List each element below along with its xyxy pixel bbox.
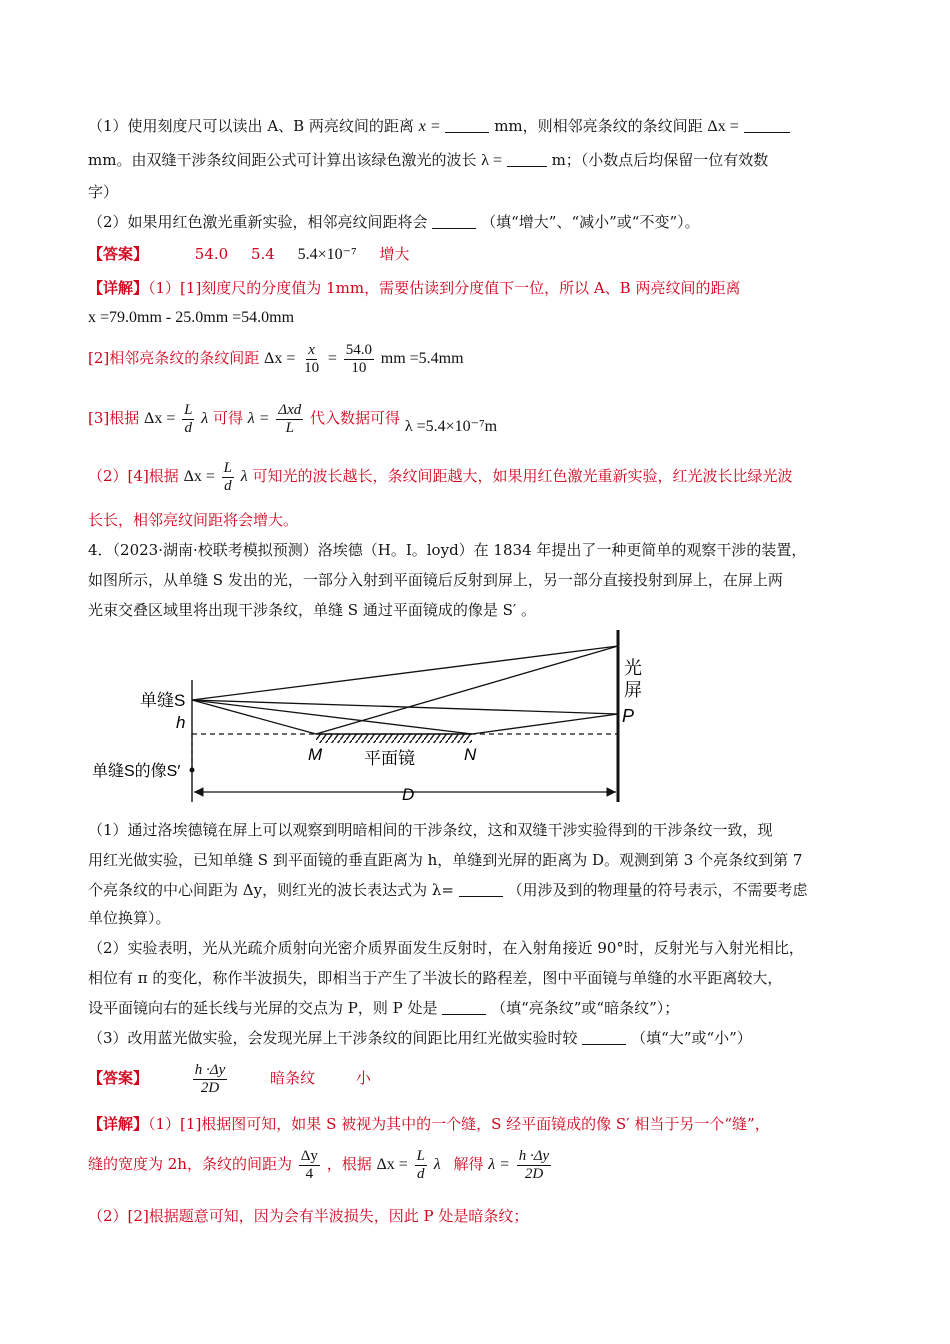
label-slit: 单缝S [140, 691, 186, 710]
answer-blank[interactable] [445, 116, 489, 133]
ray-to-M [192, 700, 316, 734]
q4-part1-line3: 个亮条纹的中心间距为 Δy，则红光的波长表达式为 λ= （用涉及到的物理量的符号表示，不需要考虑 [88, 881, 808, 899]
q4-part2-line3: 设平面镜向右的延长线与光屏的交点为 P，则 P 处是 （填“亮条纹”或“暗条纹”）； [88, 999, 680, 1017]
q3-part2: （2）如果用红色激光重新实验，相邻亮纹间距将会 （填“增大”、“减小”或“不变”）。 [88, 213, 700, 231]
q3-detail-4: （2）[4]根据 Δx = $\frac{L}{d}$ λ 可知光的波长越长，条纹间距越大，如果用红色激光重新实验，红光波长比绿光波 [88, 459, 793, 494]
q4-stem-line2: 如图所示，从单缝 S 发出的光，一部分入射到平面镜后反射到屏上，另一部分直接投射到屏上，在屏上两 [88, 571, 783, 589]
ray-top [192, 646, 618, 700]
answer-blank[interactable] [507, 150, 547, 167]
q4-detail-2: 缝的宽度为 2h，条纹的间距为 $\frac{\Delta y}{4}$ ，根据 Δx = $\frac{L}{d}$ λ 解得 λ = $\frac{h \cdot\Delta y}{2D}$ [88, 1147, 550, 1182]
svg-text:N: N [464, 745, 477, 764]
answer-blank[interactable] [442, 998, 486, 1015]
q4-part1-line1: （1）通过洛埃德镜在屏上可以观察到明暗相间的干涉条纹，这和双缝干涉实验得到的干涉条纹一致，现 [88, 821, 773, 839]
q4-part2-line2: 相位有 π 的变化，称作半波损失，即相当于产生了半波长的路程差，图中平面镜与单缝的水平距离较大， [88, 969, 783, 987]
q4-answer: 【答案】 $\frac{h \cdot\Delta y}{2D}$ 暗条纹 小 [88, 1061, 371, 1096]
q4-stem-line1: 4．（2023·湖南·校联考模拟预测）洛埃德（H。I。loyd）在 1834 年提出了一种更简单的观察干涉的装置， [88, 541, 807, 559]
q4-detail-1: 【详解】（1）[1]根据图可知，如果 S 被视为其中的一个缝，S 经平面镜成的像 S′ 相当于另一个“缝”， [88, 1115, 770, 1133]
label-image: 单缝S的像S′ [92, 763, 181, 780]
q4-part3: （3）改用蓝光做实验，会发现光屏上干涉条纹的间距比用红光做实验时较 （填“大”或“小”） [88, 1029, 752, 1047]
q4-detail-3: （2）[2]根据题意可知，因为会有半波损失，因此 P 处是暗条纹； [88, 1207, 529, 1225]
q4-stem-line3: 光束交叠区域里将出现干涉条纹，单缝 S 通过平面镜成的像是 S′ 。 [88, 601, 537, 619]
q3-part1-line1: （1）使用刻度尺可以读出 A、B 两亮纹间的距离 x = mm，则相邻亮条纹的条纹间距 Δx = [88, 114, 790, 139]
q3-answer: 【答案】 54.0 5.4 5.4×10⁻⁷ 增大 [88, 245, 410, 263]
answer-blank[interactable] [744, 116, 790, 133]
q4-part2-line1: （2）实验表明，光从光疏介质射向光密介质界面发生反射时，在入射角接近 90°时，反射光与入射光相比， [88, 939, 804, 957]
svg-text:h: h [176, 713, 186, 732]
q3-detail-2: [2]相邻亮条纹的条纹间距 Δx = $\frac{x}{10}$ = $\frac{54.0}{10}$ mm =5.4mm [88, 341, 464, 376]
q3-part1-line3: 字） [88, 183, 119, 201]
answer-blank[interactable] [582, 1028, 626, 1045]
svg-text:光: 光 [624, 658, 642, 678]
mirror-hatch [316, 734, 472, 743]
image-point [190, 768, 195, 773]
svg-text:平面镜: 平面镜 [364, 749, 415, 768]
q3-detail-5: 长长，相邻亮纹间距将会增大。 [88, 511, 299, 529]
lloyd-mirror-diagram [88, 620, 688, 810]
q3-detail-3: [3]根据 Δx = $\frac{L}{d}$ λ 可得 λ = $\frac{\text{Δxd}}{L}$ 代入数据可得 λ =5.4×10⁻⁷m [88, 401, 498, 436]
svg-text:屏: 屏 [624, 680, 642, 700]
answer-blank[interactable] [459, 880, 503, 897]
q3-detail-1: 【详解】（1）[1]刻度尺的分度值为 1mm，需要估读到分度值下一位，所以 A、B 两亮纹间的距离 [88, 279, 741, 297]
ray-reflect-N [472, 714, 618, 734]
ray-direct [192, 700, 618, 714]
svg-text:P: P [622, 706, 635, 726]
q3-part1-line2: mm。由双缝干涉条纹间距公式可计算出该绿色激光的波长 λ = m；（小数点后均保留一位有效数 [88, 151, 769, 169]
svg-text:M: M [308, 745, 323, 764]
svg-text:D: D [402, 785, 415, 804]
answer-blank[interactable] [432, 212, 476, 229]
q4-part1-line4: 单位换算）。 [88, 909, 171, 927]
q3-detail-eq1: x =79.0mm - 25.0mm =54.0mm [88, 309, 295, 326]
q4-part1-line2: 用红光做实验，已知单缝 S 到平面镜的垂直距离为 h，单缝到光屏的距离为 D。观测到第 3 个亮条纹到第 7 [88, 851, 803, 869]
